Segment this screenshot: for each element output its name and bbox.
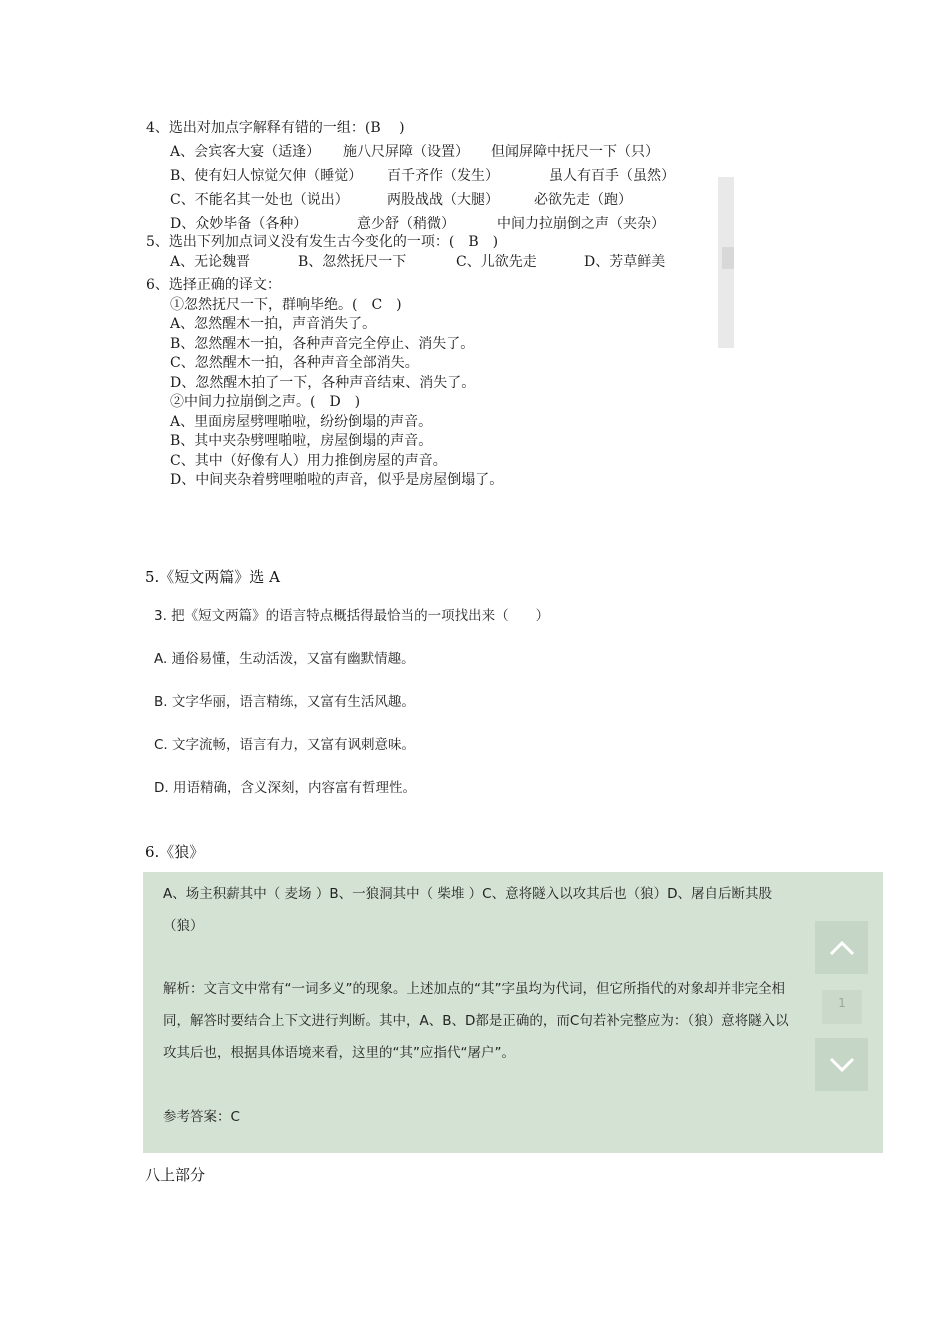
scroll-up-button[interactable] (815, 921, 868, 974)
q5-title: 5、选出下列加点词义没有发生古今变化的一项：( B ) (146, 234, 499, 250)
q6-sub2-option: D、中间夹杂着劈哩啪啦的声音，似乎是房屋倒塌了。 (170, 472, 504, 488)
wolf-options-line: A、场主积薪其中（ 麦场 ）B、一狼洞其中（ 柴堆 ）C、意将隧入以攻其后也（狼）D、屠自后断其股 (163, 886, 772, 902)
q3-question: 3. 把《短文两篇》的语言特点概括得最恰当的一项找出来（ ） (154, 608, 550, 624)
answer-panel (143, 872, 883, 1153)
analysis-line: 同，解答时要结合上下文进行判断。其中，A、B、D都是正确的，而C句若补完整应为：（狼）意将隧入以 (163, 1013, 789, 1029)
side-scroll-panel[interactable] (718, 177, 734, 348)
q6-sub2: ②中间力拉崩倒之声。( D ) (170, 394, 361, 410)
q5-options: A、无论魏晋 B、忽然抚尺一下 C、儿欲先走 D、芳草鲜美 (170, 253, 666, 270)
question-image-block (146, 116, 675, 236)
q4-title: 4、选出对加点字解释有错的一组：(B ) (146, 120, 405, 136)
page-number-indicator: 1 (822, 990, 862, 1024)
scroll-knob[interactable] (722, 247, 734, 269)
section-heading-short-texts: 5.《短文两篇》选 A (145, 568, 280, 586)
analysis-line: 解析：文言文中常有“一词多义”的现象。上述加点的“其”字虽均为代词，但它所指代的对象却并非完全相 (163, 981, 785, 997)
q3-option: A. 通俗易懂，生动活泼，又富有幽默情趣。 (154, 651, 415, 667)
chevron-down-icon (829, 1057, 855, 1073)
q6-sub1: ①忽然抚尺一下，群响毕绝。( C ) (170, 296, 402, 313)
reference-answer: 参考答案：C (163, 1109, 240, 1125)
scroll-down-button[interactable] (815, 1038, 868, 1091)
q3-option: C. 文字流畅，语言有力，又富有讽刺意味。 (154, 737, 416, 753)
q6-sub2-option: B、其中夹杂劈哩啪啦，房屋倒塌的声音。 (170, 433, 433, 449)
q3-block (154, 604, 549, 819)
q6-sub1-option: B、忽然醒木一拍，各种声音完全停止、消失了。 (170, 335, 475, 352)
q4-option-d: D、众妙毕备（各种） 意少舒（稍微） 中间力拉崩倒之声（夹杂） (170, 216, 665, 232)
q6-sub1-option: D、忽然醒木拍了一下，各种声音结束、消失了。 (170, 374, 476, 391)
section-heading-wolf: 6.《狼》 (145, 843, 205, 861)
wolf-options-line: （狼） (163, 918, 204, 934)
section-heading-grade8: 八上部分 (145, 1166, 206, 1184)
q6-title: 6、选择正确的译文： (146, 277, 281, 293)
q5-block (146, 233, 665, 491)
analysis-line: 攻其后也，根据具体语境来看，这里的“其”应指代“屠户”。 (163, 1045, 515, 1061)
q4-option-b: B、使有妇人惊觉欠伸（睡觉） 百千齐作（发生） 虽人有百手（虽然） (170, 168, 675, 184)
q6-sub2-option: C、其中（好像有人）用力推倒房屋的声音。 (170, 452, 447, 469)
q3-option: B. 文字华丽，语言精练，又富有生活风趣。 (154, 694, 415, 710)
q4-option-c: C、不能名其一处也（说出） 两股战战（大腿） 必欲先走（跑） (170, 192, 632, 208)
q6-sub1-option: A、忽然醒木一拍，声音消失了。 (170, 316, 377, 332)
q4-option-a: A、会宾客大宴（适逢） 施八尺屏障（设置） 但闻屏障中抚尺一下（只） (170, 144, 659, 160)
q6-sub2-option: A、里面房屋劈哩啪啦，纷纷倒塌的声音。 (170, 413, 433, 430)
chevron-up-icon (829, 940, 855, 956)
q6-sub1-option: C、忽然醒木一拍，各种声音全部消失。 (170, 355, 419, 371)
q3-option: D. 用语精确，含义深刻，内容富有哲理性。 (154, 780, 416, 796)
